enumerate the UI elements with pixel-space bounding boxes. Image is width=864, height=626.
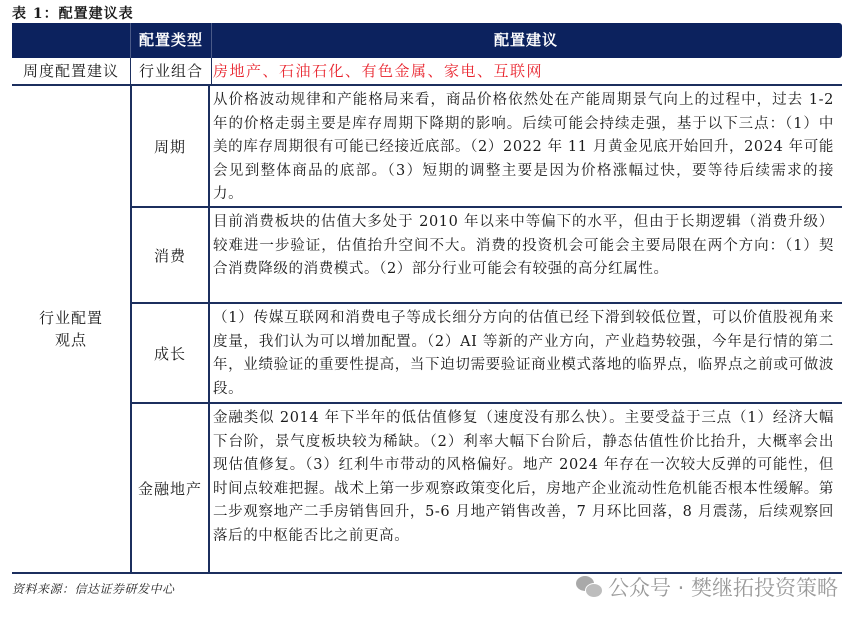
watermark (576, 572, 838, 602)
weekly-label: 周度配置建议 (22, 62, 119, 80)
row-type: 消费 (130, 208, 210, 302)
industry-view-label-line2: 观点 (54, 331, 87, 349)
header-allocation-advice: 配置建议 (493, 31, 558, 49)
row-type: 金融地产 (130, 404, 210, 572)
row-type: 周期 (130, 86, 210, 206)
table-row-cycle (130, 86, 842, 208)
row-advice: （1）传媒互联网和消费电子等成长细分方向的估值已经下滑到较低位置，可以价值股视角来度量，我们认为可以增加配置。（2）AI 等新的产业方向，产业趋势较强，今年是行情的第二年，业绩验证的重要性提高，当下迫切需要验证商业模式落地的临界点，临界点之前或可做波段。 (213, 310, 834, 397)
table-row-finance-realestate (130, 404, 842, 572)
industry-view-label (12, 86, 130, 572)
source-note: 资料来源：信达证券研发中心 (12, 582, 175, 596)
table-header (12, 23, 842, 58)
industry-view-label-line1: 行业配置 (38, 309, 103, 327)
weekly-type: 行业组合 (130, 58, 212, 84)
header-allocation-type: 配置类型 (130, 23, 212, 58)
industry-view-section (12, 86, 842, 574)
table-row-growth (130, 304, 842, 404)
row-type: 成长 (130, 304, 210, 402)
table-title: 表 1：配置建议表 (12, 6, 134, 22)
weekly-row (12, 58, 842, 86)
row-advice: 金融类似 2014 年下半年的低估值修复（速度没有那么快）。主要受益于三点（1）经济大幅下台阶，景气度板块较为稀缺。（2）利率大幅下台阶后，静态估值性价比抬升，大概率会出现估值修复。（3）红利牛市带动的风格偏好。地产 2024 年存在一次较大反弹的可能性，但时间点较难把握。战术上第一步观察政策变化后，房地产企业流动性危机能否根本性缓解。第二步观察地产二手房销售回升，5-6 月地产销售改善，7 月环比回落，8 月震荡，后续观察回落后的中枢能否比之前更高。 (213, 410, 834, 544)
table-row-consumption (130, 208, 842, 304)
weekly-industry-combo: 房地产、石油石化、有色金属、家电、互联网 (213, 62, 544, 80)
row-advice: 从价格波动规律和产能格局来看，商品价格依然处在产能周期景气向上的过程中，过去 1-2 年的价格走弱主要是库存周期下降期的影响。后续可能会持续走强，基于以下三点：（1）中美的库存周期很有可能已经接近底部。（2）2022 年 11 月黄金见底开始回升，2024 年可能会见到整体商品的底部。（3）短期的调整主要是因为价格涨幅过快，要等待后续需求的接力。 (213, 92, 834, 202)
row-advice: 目前消费板块的估值大多处于 2010 年以来中等偏下的水平，但由于长期逻辑（消费升级）较难进一步验证，估值抬升空间不大。消费的投资机会可能会主要局限在两个方向：（1）契合消费降级的消费模式。（2）部分行业可能会有较强的高分红属性。 (213, 214, 834, 277)
watermark-text: 公众号 · 樊继拓投资策略 (607, 576, 838, 600)
wechat-icon (576, 576, 602, 598)
